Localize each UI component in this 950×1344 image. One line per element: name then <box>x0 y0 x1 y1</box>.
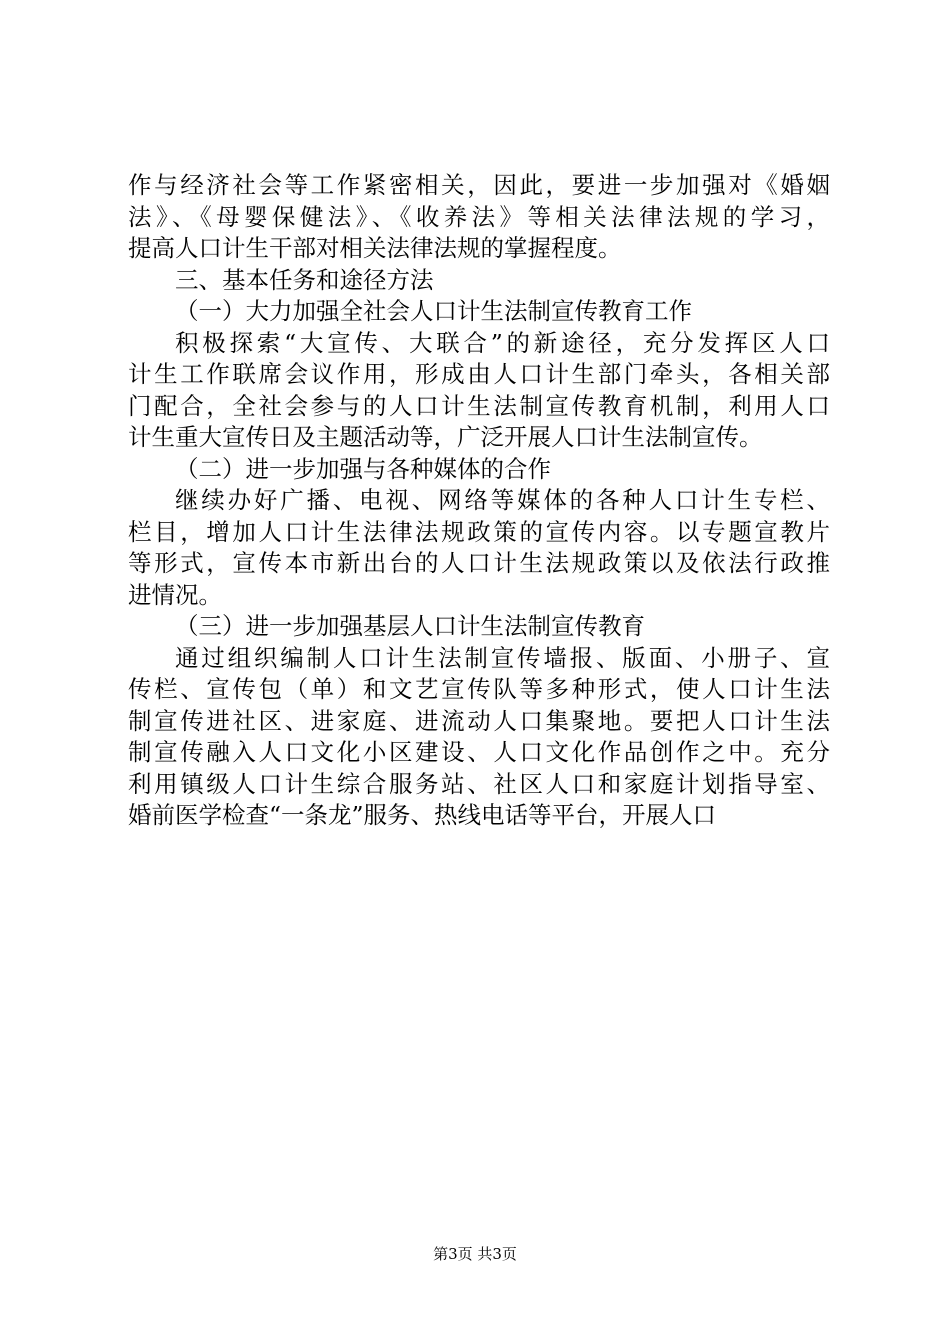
paragraph-line: 利用镇级人口计生综合服务站、社区人口和家庭计划指导室、 <box>128 769 830 798</box>
paragraph-line: 法》、《母婴保健法》、《收养法》等相关法律法规的学习， <box>128 202 830 231</box>
paragraph-line: 继续办好广播、电视、网络等媒体的各种人口计生专栏、 <box>175 486 830 514</box>
section-heading-line: （二）进一步加强与各种媒体的合作 <box>175 454 551 483</box>
section-heading-line: （一）大力加强全社会人口计生法制宣传教育工作 <box>175 297 692 325</box>
paragraph-line: 计生工作联席会议作用，形成由人口计生部门牵头，各相关部 <box>128 360 830 388</box>
paragraph-line: 等形式，宣传本市新出台的人口计生法规政策以及依法行政推 <box>128 549 830 577</box>
section-heading-line: （三）进一步加强基层人口计生法制宣传教育 <box>175 612 645 640</box>
paragraph-line: 进情况。 <box>128 580 222 609</box>
paragraph-line: 提高人口计生干部对相关法律法规的掌握程度。 <box>128 234 622 262</box>
paragraph-line: 栏目，增加人口计生法律法规政策的宣传内容。以专题宣教片 <box>128 517 830 546</box>
paragraph-line: 婚前医学检查“一条龙”服务、热线电话等平台，开展人口 <box>128 801 717 829</box>
paragraph-line: 制宣传融入人口文化小区建设、人口文化作品创作之中。充分 <box>128 738 830 766</box>
paragraph-line: 作与经济社会等工作紧密相关，因此，要进一步加强对《婚姻 <box>128 171 830 199</box>
paragraph-line: 通过组织编制人口计生法制宣传墙报、版面、小册子、宣 <box>175 643 830 672</box>
paragraph-line: 门配合，全社会参与的人口计生法制宣传教育机制，利用人口 <box>128 391 830 420</box>
paragraph-line: 传栏、宣传包（单）和文艺宣传队等多种形式，使人口计生法 <box>128 675 830 703</box>
section-heading-line: 三、基本任务和途径方法 <box>175 265 434 294</box>
paragraph-line: 计生重大宣传日及主题活动等，广泛开展人口计生法制宣传。 <box>128 423 763 451</box>
paragraph-line: 积极探索“大宣传、大联合”的新途径，充分发挥区人口 <box>175 328 830 357</box>
paragraph-line: 制宣传进社区、进家庭、进流动人口集聚地。要把人口计生法 <box>128 706 830 735</box>
page-footer: 第3页 共3页 <box>433 1245 517 1263</box>
document-body <box>128 170 830 832</box>
